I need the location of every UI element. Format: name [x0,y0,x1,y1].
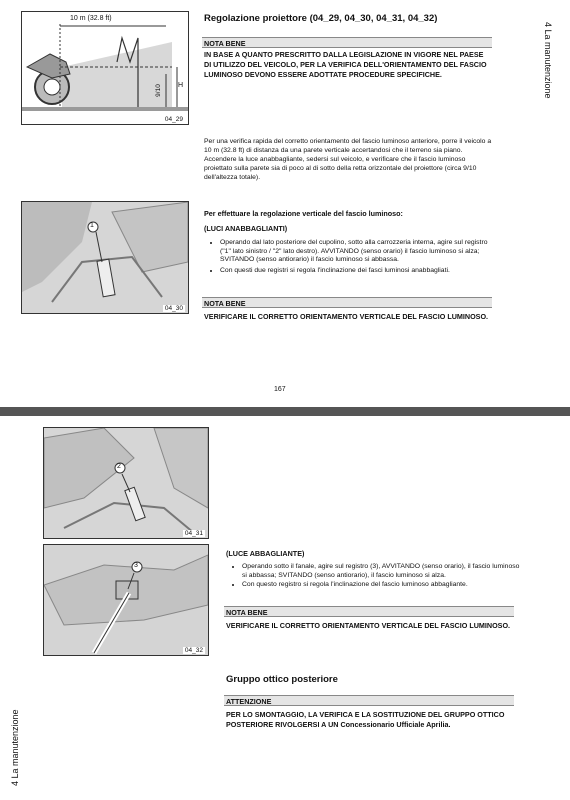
low-beam-heading: (LUCI ANABBAGLIANTI) [204,224,288,233]
manual-page-168 [0,416,570,800]
low-beam-bullet-list [206,239,500,275]
attenzione-text: PER LO SMONTAGGIO, LA VERIFICA E LA SOSTITUZIONE DEL GRUPPO OTTICO POSTERIORE RIVOLGERSI A UN Concessionario Ufficiale Aprilia. [226,710,505,729]
figure-label: 04_31 [184,530,203,537]
figure-low-beam-adjuster-right [43,427,209,539]
callout-1: 1 [90,222,94,229]
high-beam-bullet-list [228,563,522,590]
page-title: Regolazione proiettore (04_29, 04_30, 04_31, 04_32) [204,13,438,24]
low-beam-adjuster-right-drawing [44,428,208,538]
nota-bene-label: NOTA BENE [224,606,514,617]
list-item: • Operando dal lato posteriore del cupolino, sotto alla carrozzeria interna, agire sul registro ("1" lato sinistro / "2" lato destro). AVVITANDO (senso orario) il fascio luminoso si alza; SVITANDO (senso antiorario) il fascio luminoso si abbassa. [220,239,500,265]
vertical-adjust-heading: Per effettuare la regolazione verticale del fascio luminoso: [204,209,403,218]
nota-bene-text: VERIFICARE IL CORRETTO ORIENTAMENTO VERTICALE DEL FASCIO LUMINOSO. [204,312,489,321]
callout-3: 3 [134,562,138,569]
page-number: 167 [274,386,286,393]
section-title: Gruppo ottico posteriore [226,674,338,685]
figure-low-beam-adjuster [21,201,189,314]
high-beam-heading: (LUCE ABBAGLIANTE) [226,549,305,558]
nota-bene-label: NOTA BENE [202,297,492,308]
list-item: • Operando sotto il fanale, agire sul registro (3), AVVITANDO (senso orario), il fascio luminoso si abbassa; SVITANDO (senso antiorario), il fascio luminoso si alza. [242,563,522,580]
figure-headlight-aim-diagram [21,11,189,125]
page-separator [0,407,570,416]
headlight-aim-diagram-drawing [22,12,188,124]
chapter-side-tab: 4 La manutenzione [10,709,20,786]
nota-bene-text: VERIFICARE IL CORRETTO ORIENTAMENTO VERTICALE DEL FASCIO LUMINOSO. [226,621,511,630]
high-beam-adjuster-drawing [44,545,208,655]
paragraph-quick-check: Per una verifica rapida del corretto orientamento del fascio luminoso anteriore, porre il veicolo a 10 m (32.8 ft) di distanza da una parete verticale accertandosi che il terreno sia piano. Accendere la luce anabbagliante, sedersi sul veicolo, e verificare che il fascio luminoso proiettato sulla parete sia di poco al di sotto della retta orizzontale del proiettore (circa 9/10 dell'altezza totale). [204,138,492,181]
low-beam-adjuster-drawing [22,202,188,313]
distance-label: 10 m (32.8 ft) [70,15,112,22]
figure-label: 04_29 [164,116,183,123]
ratio-label: 9/10 [154,84,162,97]
figure-label: 04_32 [184,647,203,654]
figure-high-beam-adjuster [43,544,209,656]
callout-2: 2 [117,463,121,470]
nota-bene-text: IN BASE A QUANTO PRESCRITTO DALLA LEGISLAZIONE IN VIGORE NEL PAESE DI UTILIZZO DEL VEICOLO, PER LA VERIFICA DELL'ORIENTAMENTO DEL FASCIO LUMINOSO DEVONO ESSERE ADOTTATE PROCEDURE SPECIFICHE. [204,50,487,79]
list-item: • Con questo registro si regola l'inclinazione del fascio luminoso abbagliante. [242,581,522,590]
attenzione-label: ATTENZIONE [224,695,514,706]
height-label: H [178,82,184,89]
figure-label: 04_30 [164,305,183,312]
list-item: • Con questi due registri si regola l'inclinazione dei fasci luminosi anabbagliati. [220,267,500,276]
nota-bene-label: NOTA BENE [202,37,492,48]
chapter-side-tab: 4 La manutenzione [543,22,553,99]
